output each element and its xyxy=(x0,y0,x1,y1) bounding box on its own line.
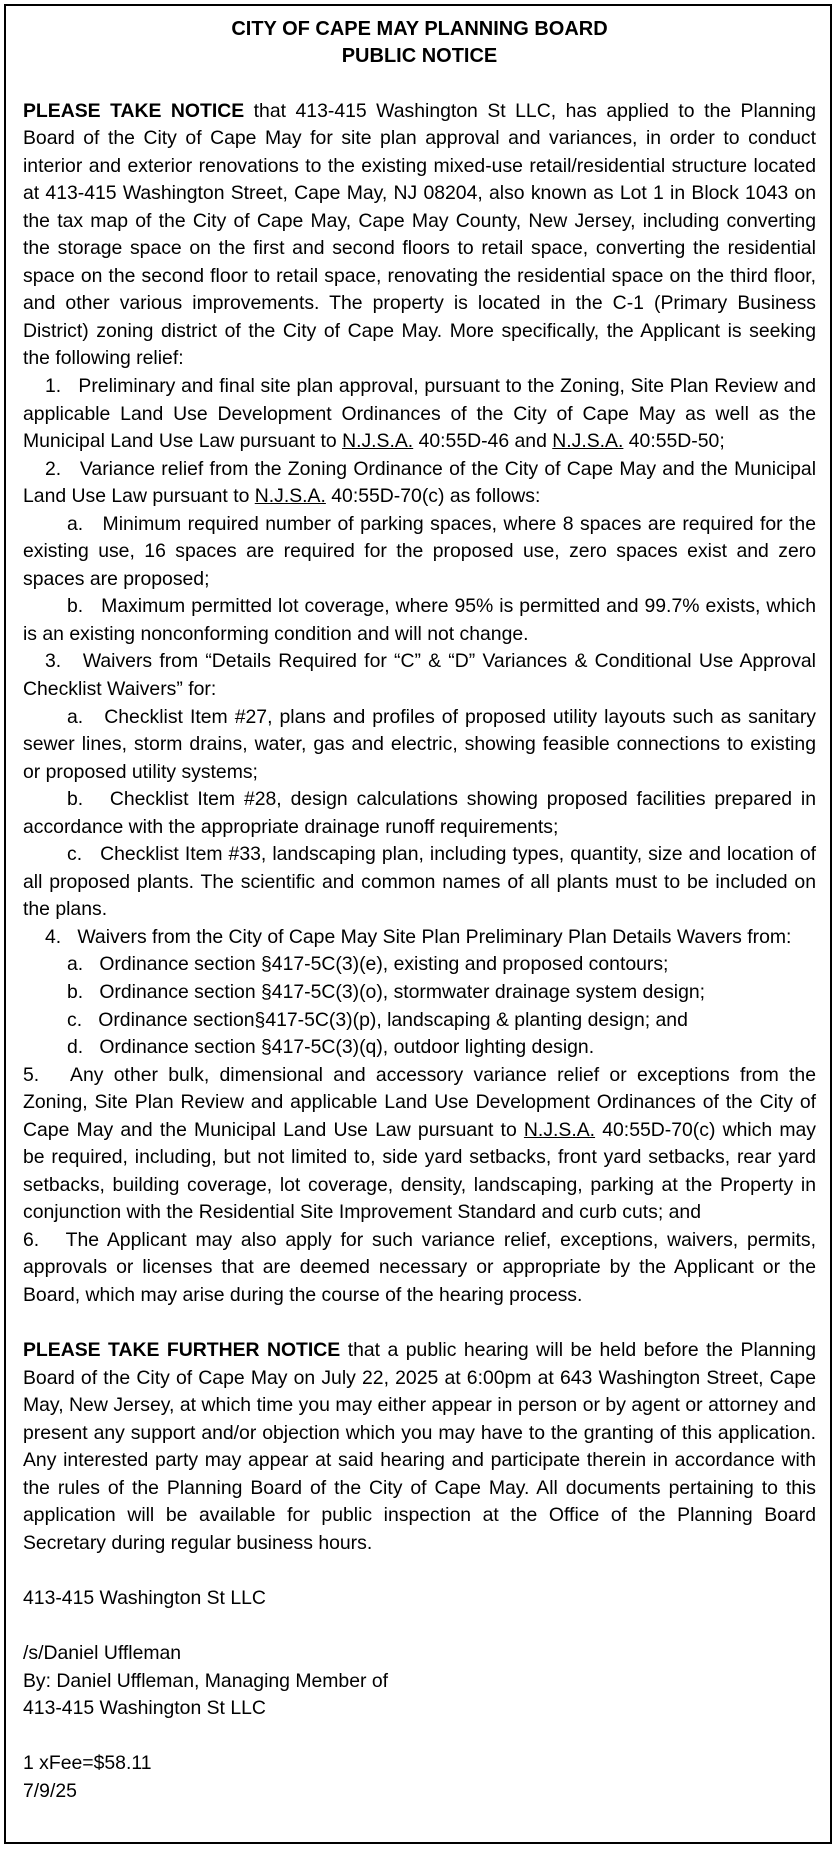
relief-item-1-text-b: 40:55D-46 and xyxy=(413,430,553,453)
intro-lead: PLEASE TAKE NOTICE xyxy=(23,99,245,122)
relief-item-2b: b. Maximum permitted lot coverage, where 95% is permitted and 99.7% exists, which is an existing nonconforming condition and will not change. xyxy=(23,595,816,645)
fee-line: 1 xFee=$58.11 xyxy=(23,1752,152,1775)
intro-paragraph xyxy=(23,98,816,373)
title-line-1: CITY OF CAPE MAY PLANNING BOARD xyxy=(231,18,608,40)
intro-body: that 413-415 Washington St LLC, has applied to the Planning Board of the City of Cape May for site plan approval and variances, in order to conduct interior and exterior renovations to the existing mixed-use retail/residential structure located at 413-415 Washington Street, Cape May, NJ 08204, also known as Lot 1 in Block 1043 on the tax map of the City of Cape May, Cape May County, New Jersey, including converting the storage space on the first and second floors to retail space, converting the residential space on the second floor to retail space, renovating the residential space on the third floor, and other various improvements. The property is located in the C-1 (Primary Business District) zoning district of the City of Cape May. More specifically, the Applicant is seeking the following relief: xyxy=(23,99,816,370)
relief-item-3c: c. Checklist Item #33, landscaping plan, including types, quantity, size and location of all proposed plants. The scientific and common names of all plants must to be included on the plans. xyxy=(23,843,816,921)
relief-item-4b: b. Ordinance section §417-5C(3)(o), stormwater drainage system design; xyxy=(67,981,706,1003)
further-notice-paragraph xyxy=(23,1337,816,1557)
relief-item-4d: d. Ordinance section §417-5C(3)(q), outdoor lighting design. xyxy=(67,1036,595,1059)
public-notice xyxy=(4,4,832,1844)
relief-item-2a: a. Minimum required number of parking spaces, where 8 spaces are required for the existing use, 16 spaces are required for the proposed use, zero spaces exist and zero spaces are proposed; xyxy=(23,512,816,590)
njsa-cite: N.J.S.A. xyxy=(523,1118,596,1141)
relief-item-1 xyxy=(23,373,816,456)
relief-item-3b: b. Checklist Item #28, design calculations showing proposed facilities prepared in accordance with the appropriate drainage runoff requirements; xyxy=(23,788,816,838)
njsa-cite: N.J.S.A. xyxy=(254,485,326,508)
relief-item-5 xyxy=(23,1062,816,1227)
relief-item-4c: c. Ordinance section§417-5C(3)(p), landscaping & planting design; and xyxy=(67,1008,688,1031)
njsa-cite: N.J.S.A. xyxy=(342,430,414,453)
relief-item-1-text: 1. Preliminary and final site plan approval, pursuant to the Zoning, Site Plan Review and applicable Land Use Development Ordinances of the City of Cape May as well as the Municipal Land Use Law pursuant to xyxy=(23,374,816,453)
relief-item-4: 4. Waivers from the City of Cape May Site Plan Preliminary Plan Details Wavers from: xyxy=(45,925,792,948)
further-lead: PLEASE TAKE FURTHER NOTICE xyxy=(23,1339,341,1362)
signature: /s/Daniel Uffleman xyxy=(23,1641,182,1664)
relief-item-6: 6. The Applicant may also apply for such variance relief, exceptions, waivers, permits, approvals or licenses that are deemed necessary or appropriate by the Applicant or the Board, which may arise during the course of the hearing process. xyxy=(23,1228,816,1307)
title-line-2: PUBLIC NOTICE xyxy=(341,45,498,67)
relief-item-2 xyxy=(23,456,816,511)
relief-item-3: 3. Waivers from “Details Required for “C” & “D” Variances & Conditional Use Approval Checklist Waivers” for: xyxy=(23,650,816,700)
relief-item-4a: a. Ordinance section §417-5C(3)(e), existing and proposed contours; xyxy=(67,953,669,976)
relief-item-2-text: 2. Variance relief from the Zoning Ordinance of the City of Cape May and the Municipal Land Use Law pursuant to xyxy=(23,457,816,508)
further-body: that a public hearing will be held before the Planning Board of the City of Cape May on July 22, 2025 at 6:00pm at 643 Washington Street, Cape May, New Jersey, at which time you may either appear in person or by agent or attorney and present any support and/or objection which you may have to the granting of this application. Any interested party may appear at said hearing and participate therein in accordance with the rules of the Planning Board of the City of Cape May. All documents pertaining to this application will be available for public inspection at the Office of the Planning Board Secretary during regular business hours. xyxy=(23,1339,816,1554)
applicant-name: 413-415 Washington St LLC xyxy=(23,1586,266,1609)
relief-item-3a: a. Checklist Item #27, plans and profiles of proposed utility layouts such as sanitary sewer lines, storm drains, water, gas and electric, showing feasible connections to existing or proposed utility systems; xyxy=(23,705,816,783)
relief-item-1-text-c: 40:55D-50; xyxy=(623,430,725,453)
notice-date: 7/9/25 xyxy=(23,1779,77,1802)
relief-item-5-text: 5. Any other bulk, dimensional and accessory variance relief or exceptions from the Zoning, Site Plan Review and applicable Land Use Development Ordinances of the City of Cape May and the Municipal Land Use Law pursuant to xyxy=(23,1063,816,1141)
notice-title xyxy=(23,16,816,70)
signed-by-company: 413-415 Washington St LLC xyxy=(23,1697,266,1720)
relief-item-5-text-b: 40:55D-70(c) which may be required, including, but not limited to, side yard setbacks, front yard setbacks, rear yard setbacks, building coverage, lot coverage, density, landscaping, parking at the Property in conjunction with the Residential Site Improvement Standard and curb cuts; and xyxy=(23,1118,816,1224)
signed-by: By: Daniel Uffleman, Managing Member of xyxy=(23,1669,389,1692)
relief-item-2-text-b: 40:55D-70(c) as follows: xyxy=(325,485,541,508)
njsa-cite: N.J.S.A. xyxy=(552,430,624,453)
